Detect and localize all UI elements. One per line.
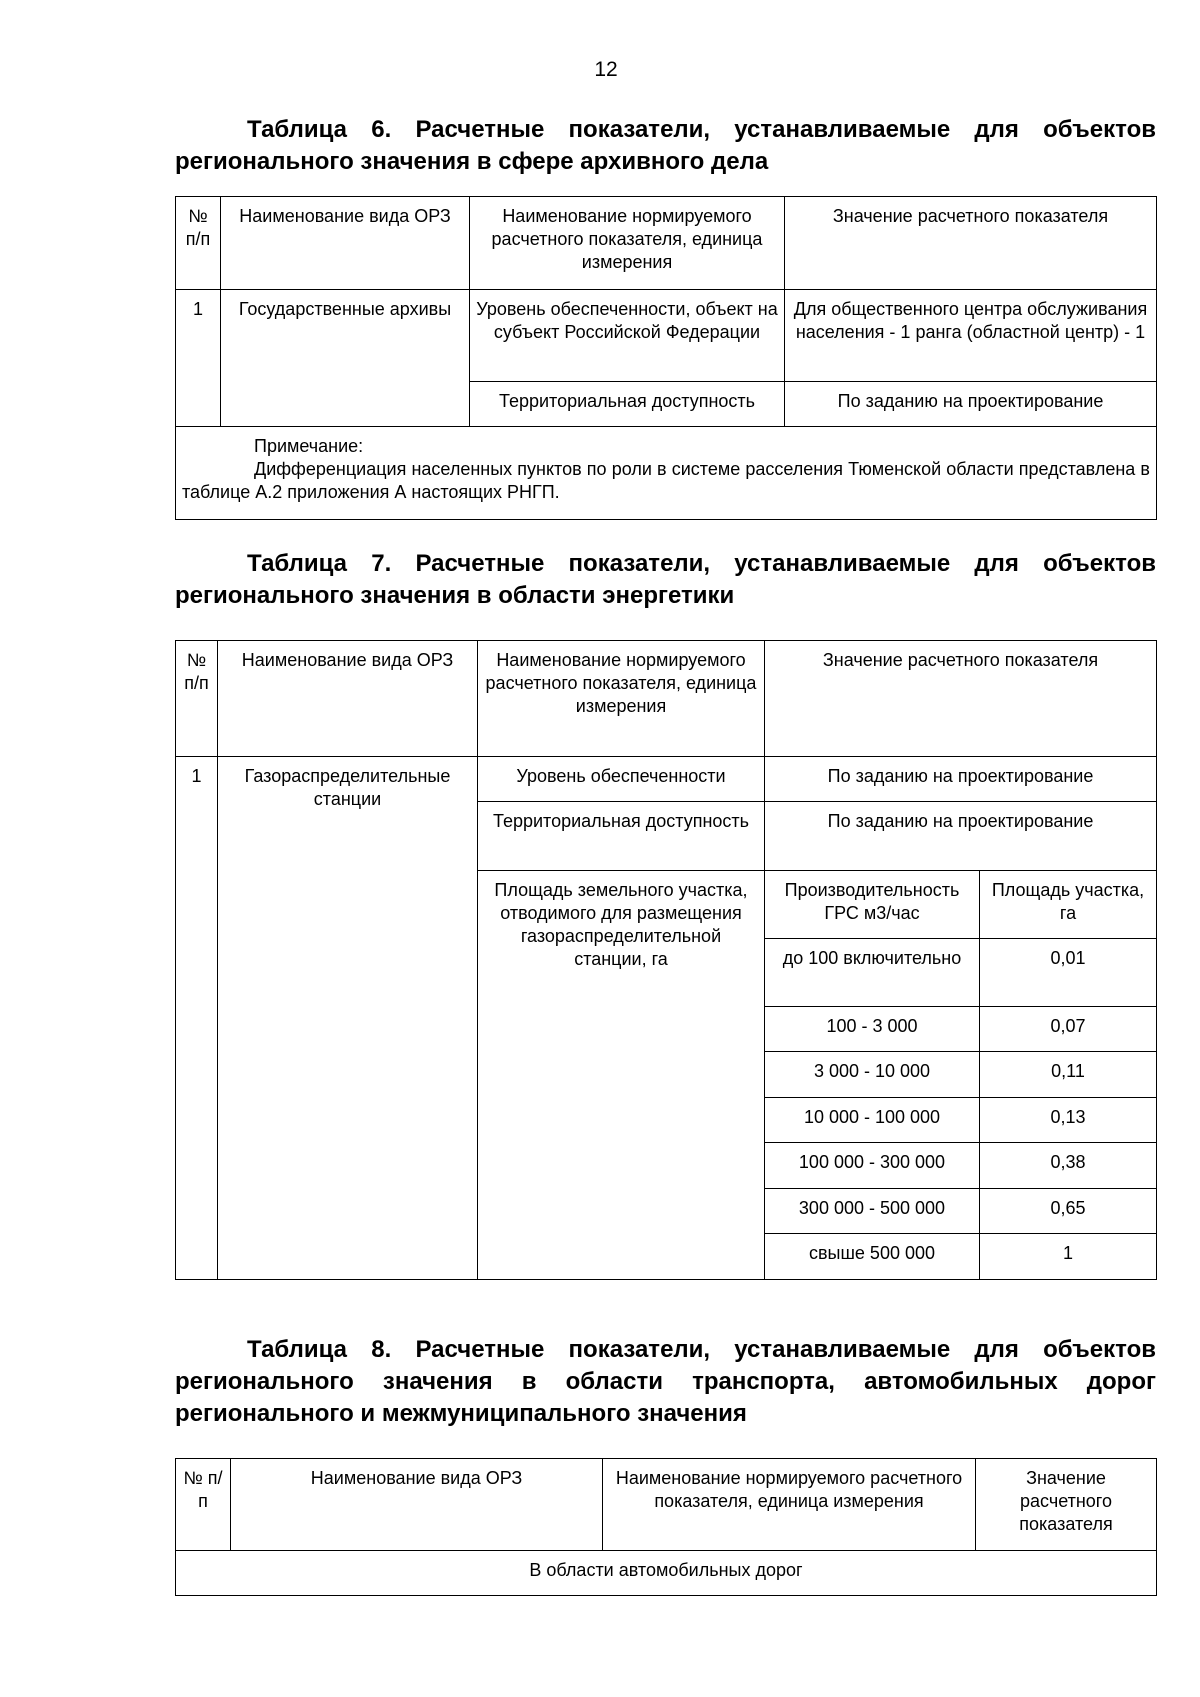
- table-row: [176, 757, 1157, 802]
- table7-subheader-area: Площадь участка, га: [980, 871, 1157, 939]
- table7-row-type: Газораспределительные станции: [218, 757, 478, 1280]
- table6-note-row: [176, 427, 1157, 520]
- table6-caption: Таблица 6. Расчетные показатели, устанавливаемые для объектов регионального значения в сфере архивного дела: [175, 116, 1156, 175]
- capacity-cell: 100 000 - 300 000: [765, 1143, 980, 1189]
- table6-row-type: Государственные архивы: [221, 290, 470, 427]
- table8: [175, 1458, 1157, 1596]
- table7-header-num: № п/п: [176, 641, 218, 757]
- table6-header-value: Значение расчетного показателя: [785, 197, 1157, 290]
- table7-header-type: Наименование вида ОРЗ: [218, 641, 478, 757]
- area-cell: 0,65: [980, 1189, 1157, 1234]
- table8-header-type: Наименование вида ОРЗ: [231, 1459, 603, 1551]
- table6-note: [176, 427, 1157, 520]
- table7-caption: Таблица 7. Расчетные показатели, устанавливаемые для объектов регионального значения в области энергетики: [175, 550, 1156, 609]
- capacity-cell: 100 - 3 000: [765, 1007, 980, 1052]
- table7-header-indicator: Наименование нормируемого расчетного показателя, единица измерения: [478, 641, 765, 757]
- table7-value-provision: По заданию на проектирование: [765, 757, 1157, 802]
- table8-header-row: [176, 1459, 1157, 1551]
- table6: [175, 196, 1157, 520]
- table-row: [176, 290, 1157, 382]
- area-cell: 0,11: [980, 1052, 1157, 1098]
- table7-header-row: [176, 641, 1157, 757]
- capacity-cell: до 100 включительно: [765, 939, 980, 1007]
- table-row: [176, 1551, 1157, 1596]
- note-text: Дифференциация населенных пунктов по роли в системе расселения Тюменской области представлена в таблице А.2 приложения А настоящих РНГП.: [182, 459, 1150, 502]
- table6-indicator-access: Территориальная доступность: [470, 382, 785, 427]
- table7-value-access: По заданию на проектирование: [765, 802, 1157, 871]
- area-cell: 0,07: [980, 1007, 1157, 1052]
- capacity-cell: 3 000 - 10 000: [765, 1052, 980, 1098]
- capacity-cell: 300 000 - 500 000: [765, 1189, 980, 1234]
- table7-indicator-area: Площадь земельного участка, отводимого для размещения газораспределительной станции, га: [478, 871, 765, 1280]
- table7-row-num: 1: [176, 757, 218, 1280]
- capacity-cell: свыше 500 000: [765, 1234, 980, 1280]
- table8-header-indicator: Наименование нормируемого расчетного показателя, единица измерения: [603, 1459, 976, 1551]
- table8-caption: Таблица 8. Расчетные показатели, устанавливаемые для объектов регионального значения в области транспорта, автомобильных дорог регионального и межмуниципального значения: [175, 1336, 1156, 1427]
- table7-indicator-access: Территориальная доступность: [478, 802, 765, 871]
- area-cell: 0,01: [980, 939, 1157, 1007]
- table6-value-provision: Для общественного центра обслуживания населения - 1 ранга (областной центр) - 1: [785, 290, 1157, 382]
- table8-header-value: Значение расчетного показателя: [976, 1459, 1157, 1551]
- table6-header-indicator: Наименование нормируемого расчетного показателя, единица измерения: [470, 197, 785, 290]
- table8-header-num: № п/п: [176, 1459, 231, 1551]
- note-title: Примечание:: [254, 436, 364, 456]
- capacity-cell: 10 000 - 100 000: [765, 1098, 980, 1143]
- table6-header-row: [176, 197, 1157, 290]
- table6-value-access: По заданию на проектирование: [785, 382, 1157, 427]
- table6-row-num: 1: [176, 290, 221, 427]
- table7-header-value: Значение расчетного показателя: [765, 641, 1157, 757]
- table7-subheader-capacity: Производительность ГРС м3/час: [765, 871, 980, 939]
- page-number: 12: [594, 58, 618, 81]
- table6-indicator-provision: Уровень обеспеченности, объект на субъект Российской Федерации: [470, 290, 785, 382]
- area-cell: 1: [980, 1234, 1157, 1280]
- table6-header-type: Наименование вида ОРЗ: [221, 197, 470, 290]
- table6-header-num: № п/п: [176, 197, 221, 290]
- area-cell: 0,38: [980, 1143, 1157, 1189]
- table7: [175, 640, 1157, 1280]
- table8-section-row: В области автомобильных дорог: [176, 1551, 1157, 1596]
- table7-indicator-provision: Уровень обеспеченности: [478, 757, 765, 802]
- area-cell: 0,13: [980, 1098, 1157, 1143]
